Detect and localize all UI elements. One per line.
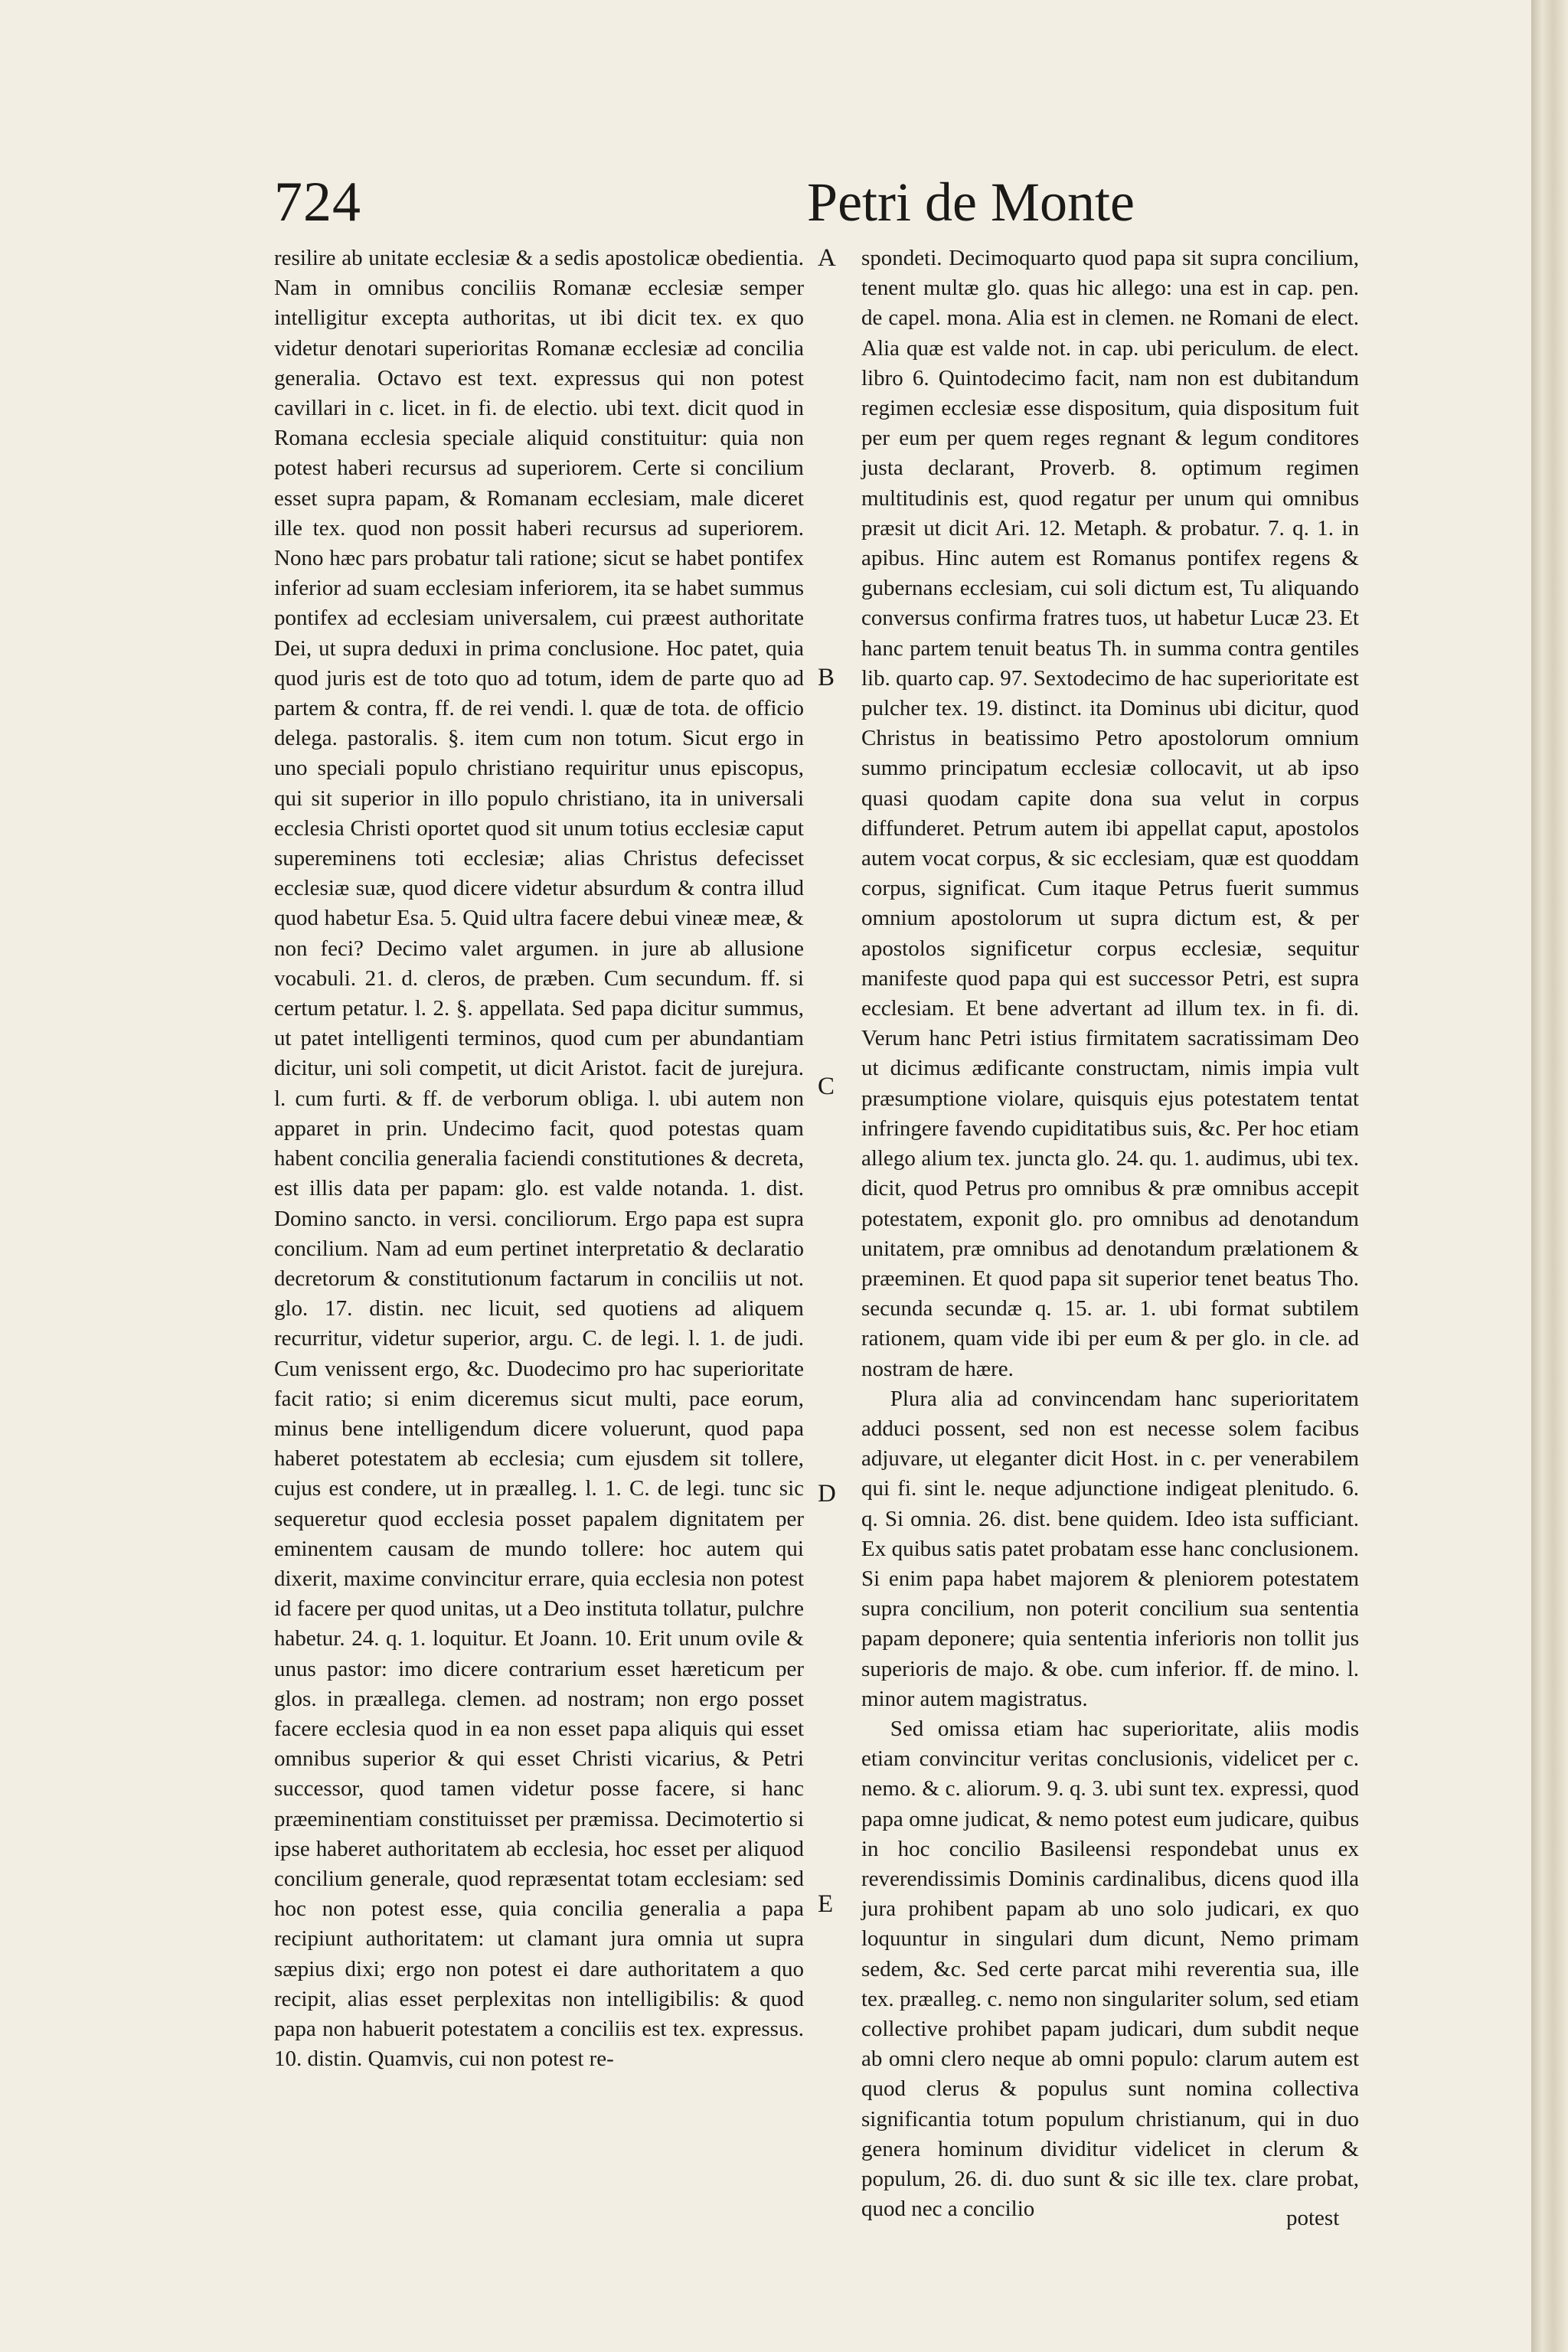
margin-marker: B (818, 664, 835, 691)
running-head: Petri de Monte (807, 172, 1135, 233)
margin-marker: E (818, 1890, 834, 1918)
page-number: 724 (274, 171, 361, 234)
page-header (274, 170, 1361, 239)
right-column (861, 243, 1359, 2224)
margin-marker: C (818, 1073, 835, 1100)
paragraph: resilire ab unitate ecclesiæ & a sedis apostolicæ obedientia. Nam in omnibus conciliis Romanæ ecclesiæ semper intelligitur excepta authoritas, ut ibi dicit tex. ex quo videtur denotari superioritas Romanæ ecclesiæ ad concilia generalia. Octavo est text. expressus qui non potest cavillari in c. licet. in fi. de electio. ubi text. dicit quod in Romana ecclesia speciale aliquid constituitur: quia non potest haberi recursus ad superiorem. Certe si concilium esset supra papam, & Romanam ecclesiam, male diceret ille tex. quod non possit haberi recursus ad superiorem. Nono hæc pars probatur tali ratione; sicut se habet pontifex inferior ad suam ecclesiam inferiorem, ita se habet summus pontifex ad ecclesiam universalem, cui præest authoritate Dei, ut supra deduxi in prima conclusione. Hoc patet, quia quod juris est de toto quo ad totum, idem de parte quo ad partem & contra, ff. de rei vendi. l. quæ de tota. de officio delega. pastoralis. §. item cum non totum. Sicut ergo in uno speciali populo christiano requiritur unus episcopus, qui sit superior in illo populo christiano, ita in universali ecclesia Christi oportet quod sit unum totius ecclesiæ caput supereminens toti ecclesiæ; alias Christus defecisset ecclesiæ suæ, quod dicere videtur absurdum & contra illud quod habetur Esa. 5. Quid ultra facere debui vineæ meæ, & non feci? Decimo valet argumen. in jure ab allusione vocabuli. 21. d. cleros, de præben. Cum secundum. ff. si certum petatur. l. 2. §. appellata. Sed papa dicitur summus, ut patet intelligenti terminos, quod cum per abundantiam dicitur, uni soli competit, ut dicit Aristot. facit de jurejura. l. cum furti. & ff. de verborum obliga. l. ubi autem non apparet in prin. Undecimo facit, quod potestas quam habent concilia generalia faciendi constitutiones & decreta, est illis data per papam: glo. est valde notanda. 1. dist. Domino sancto. in versi. conciliorum. Ergo papa est supra concilium. Nam ad eum pertinet interpretatio & declaratio decretorum & constitutionum factarum in conciliis ut not. glo. 17. distin. nec licuit, sed quotiens ad aliquem recurritur, videtur superior, argu. C. de legi. l. 1. de judi. Cum venissent ergo, &c. Duodecimo pro hac superioritate facit ratio; si enim diceremus sicut multi, pace eorum, minus bene intelligendum dicere voluerunt, quod papa haberet potestatem ab ecclesia; cum ejusdem sit tollere, cujus est condere, ut in præalleg. l. 1. C. de legi. tunc sic sequeretur quod ecclesia posset papalem dignitatem per eminentem causam de mundo tollere: hoc autem qui dixerit, maxime convincitur errare, quia ecclesia non potest id facere per quod unitas, ut a Deo instituta tollatur, pulchre habetur. 24. q. 1. loquitur. Et Joann. 10. Erit unum ovile & unus pastor: imo dicere contrarium esset hæreticum per glos. in præallega. clemen. ad nostram; non ergo posset facere ecclesia quod in ea non esset papa aliquis qui esset omnibus superior & qui esset Christi vicarius, & Petri successor, quod tamen videtur posse facere, si hanc præeminentiam constituisset per præmissa. Decimotertio si ipse haberet authoritatem ab ecclesia, hoc esset per aliquod concilium generale, quod repræsentat totam ecclesiam: sed hoc non potest esse, quia concilia generalia a papa recipiunt authoritatem: ut clamant jura omnia ut supra sæpius dixi; ergo non potest ei dare authoritatem a quo recipit, alias esset perplexitas non intelligibilis: & quod papa non habuerit potestatem a conciliis est tex. expressus. 10. distin. Quamvis, cui non potest re- (274, 246, 804, 2072)
margin-marker: A (818, 244, 836, 272)
left-column (274, 243, 804, 2074)
paragraph: Plura alia ad convincendam hanc superioritatem adduci possent, sed non est necesse solem facibus adjuvare, ut eleganter dicit Host. in c. per venerabilem qui fi. sint le. neque adjunctione indigeat plenitudo. 6. q. Si omnia. 26. dist. bene quidem. Ideo ista sufficiant. Ex quibus satis patet probatam esse hanc conclusionem. Si enim papa habet majorem & pleniorem potestatem supra concilium, non poterit concilium sua sententia papam deponere; quia sententia inferioris non tollit jus superioris de majo. & obe. cum inferior. ff. de mino. l. minor autem magistratus. (861, 1386, 1359, 1711)
catchword: potest (1286, 2206, 1340, 2230)
margin-marker: D (818, 1480, 836, 1508)
book-page-edge (1531, 0, 1568, 2352)
paragraph: Sed omissa etiam hac superioritate, aliis modis etiam convincitur veritas conclusionis, videlicet per c. nemo. & c. aliorum. 9. q. 3. ubi sunt tex. expressi, quod papa omne judicat, & nemo potest eum judicare, quibus in hoc concilio Basileensi respondebat unus ex reverendissimis Dominis cardinalibus, dicens quod illa jura prohibent papam ab uno solo judicari, ex quo loquuntur in singulari dum dicunt, Nemo primam sedem, &c. Sed certe parcat mihi reverentia sua, ille tex. præalleg. c. nemo non singulariter solum, sed etiam collective prohibet papam judicari, dum subdit neque ab omni clero neque ab omni populo: clarum autem est quod clerus & populus sunt nomina collectiva significantia totum populum christianum, qui in duo genera hominum dividitur videlicet in clerum & populum, 26. di. duo sunt & sic ille tex. clare probat, quod nec a concilio (861, 1716, 1359, 2222)
paragraph: spondeti. Decimoquarto quod papa sit supra concilium, tenent multæ glo. quas hic allego: una est in cap. pen. de capel. mona. Alia est in clemen. ne Romani de elect. Alia quæ est valde not. in cap. ubi periculum. de elect. libro 6. Quintodecimo facit, nam non est dubitandum regimen ecclesiæ esse dispositum, quia dispositum fuit per eum per quem reges regnant & legum conditores justa declarant, Proverb. 8. optimum regimen multitudinis est, quod regatur per unum qui omnibus præsit ut dicit Ari. 12. Metaph. & probatur. 7. q. 1. in apibus. Hinc autem est Romanus pontifex regens & gubernans ecclesiam, cui soli dictum est, Tu aliquando conversus confirma fratres tuos, ut habetur Lucæ 23. Et hanc partem tenuit beatus Th. in summa contra gentiles lib. quarto cap. 97. Sextodecimo de hac superioritate est pulcher tex. 19. distinct. ita Dominus ubi dicitur, quod Christus in beatissimo Petro apostolorum omnium summo principatum ecclesiæ collocavit, ut ab ipso quasi quodam capite dona sua velut in corpus diffunderet. Petrum autem ibi appellat caput, apostolos autem vocat corpus, & sic ecclesiam, quæ est quoddam corpus, significat. Cum itaque Petrus fuerit summus omnium apostolorum ut supra dictum est, & per apostolos significetur corpus ecclesiæ, sequitur manifeste quod papa qui est successor Petri, est supra ecclesiam. Et bene advertant ad illum tex. in fi. di. Verum hanc Petri istius firmitatem sacratissimam Deo ut dicimus ædificante constructam, nimis impia vult præsumptione violare, quisquis ejus potestatem tentat infringere favendo cupiditatibus suis, &c. Per hoc etiam allego alium tex. juncta glo. 24. qu. 1. audimus, ubi tex. dicit, quod Petrus pro omnibus & præ omnibus accepit potestatem, exponit glo. pro omnibus ad denotandum unitatem, præ omnibus ad denotandum prælationem & præeminen. Et quod papa sit superior tenet beatus Tho. secunda secundæ q. 15. ar. 1. ubi format subtilem rationem, quam vide ibi per eum & per glo. in cle. ad nostram de hære. (861, 246, 1359, 1381)
